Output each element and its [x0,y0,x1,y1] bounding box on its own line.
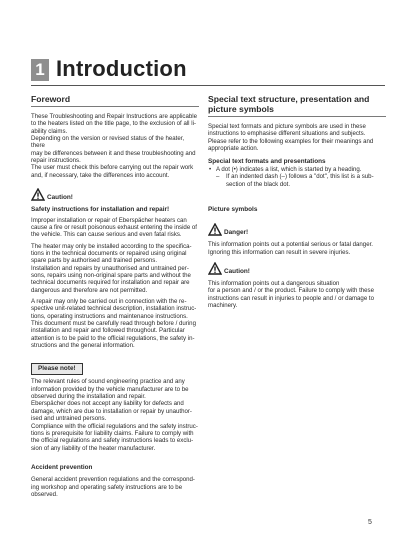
text-line: ised and untrained persons. [31,415,107,423]
text-line: instructions can result in injuries to people and / or damage to [208,294,374,302]
accident-text [31,476,199,498]
text-line: This document must be carefully read through before / during [31,320,196,328]
text-line: the vehicle. This can cause serious and even fatal risks. [31,231,182,239]
please-note-label: Please note! [31,363,83,375]
text-line: and, if necessary, take the differences into account. [31,171,170,179]
right-column [208,94,386,309]
dash-text-line1: If an indented dash (–) follows a "dot", this list is a sub- [226,173,374,181]
text-line: tions in the technical documents or repaired using original [31,249,187,257]
text-line: The relevant rules of sound engineering practice and any [31,378,185,386]
dash-example-cont [208,181,386,188]
text-line: may be differences between it and these troubleshooting and [31,149,196,157]
text-line: to the heaters listed on the title page, to the exclusion of all li- [31,120,196,128]
text-line: The heater may only be installed according to the specifica- [31,242,192,250]
chapter-header [31,58,387,84]
text-line: Compliance with the official regulations and the safety instruc- [31,422,198,430]
picture-symbols-heading: Picture symbols [208,205,258,213]
text-line: cause a fire or result poisonous exhaust entering the inside of [31,223,197,231]
text-line: tions, operating instructions and maintenance instructions. [31,312,188,320]
foreword-heading: Foreword [31,94,71,104]
text-line: Improper installation or repair of Eberspächer heaters can [31,216,187,224]
text-line: the official regulations and safety instructions leads to exclu- [31,437,194,445]
text-line: spare parts by authorised and trained persons. [31,257,158,265]
text-line: General accident prevention regulations and the correspond- [31,476,195,484]
text-line: installation and repair and followed throughout. Particular [31,327,185,335]
header-rule [31,85,385,86]
accident-heading: Accident prevention [31,463,93,471]
danger-label: Danger! [224,229,249,237]
caution-text [208,280,386,309]
text-line: These Troubleshooting and Repair Instructions are applicable [31,113,197,120]
text-line: spective unit-related technical description, installation instruc- [31,305,197,313]
caution-block [31,188,199,206]
text-line: This information points out a dangerous situation [208,280,340,288]
text-line: Please refer to the following examples for their meanings and [208,137,374,145]
caution-triangle-icon [208,262,222,275]
warning-triangle-icon [31,188,45,201]
text-line: damage, which are due to installation or repair by unauthor- [31,407,192,415]
intro-text [208,123,386,152]
left-column [31,94,199,498]
formats-heading: Special text formats and presentations [208,158,326,166]
text-line: Ignoring this information can result in severe injuries. [208,248,351,256]
safety-text [31,217,199,350]
safety-heading: Safety instructions for installation and repair! [31,206,170,214]
danger-block [208,223,386,241]
chapter-title: Introduction [56,56,187,81]
caution-symbol-label: Caution! [224,268,250,276]
dash-mark: – [216,173,220,181]
danger-text [208,241,386,256]
text-line: sion of any liability of the heater manufacturer. [31,444,156,452]
note-text [31,378,199,451]
note-block [31,363,199,375]
text-line: observed during the installation and repair. [31,393,146,401]
text-line: structions and the general information. [31,342,135,350]
symbols-section-heading-line1: Special text structure, presentation and [208,94,370,104]
text-line: Installation and repairs by unauthorised and untrained per- [31,264,189,272]
text-line: The user must check this before carrying out the repair work [31,164,194,172]
symbols-section-heading-line2: picture symbols [208,104,274,114]
bullet-example [208,166,386,173]
foreword-rule [31,106,199,107]
right-heading-rule [208,116,386,117]
bullet-text: A dot (•) indicates a list, which is started by a heading. [216,165,362,173]
foreword-text [31,113,199,179]
text-line: Special text formats and picture symbols are used in these [208,123,366,130]
text-line: repair instructions. [31,157,81,165]
text-line: Depending on the version or revised status of the heater, there [31,135,185,150]
text-line: ability claims. [31,127,68,135]
text-line: attention is to be paid to the official regulations, the safety in- [31,334,195,342]
text-line: technical documents required for installation and repair are [31,279,190,287]
dash-text-line2: section of the black dot. [226,180,291,188]
text-line: Eberspächer does not accept any liability for defects and [31,400,184,408]
text-line: A repair may only be carried out in connection with the re- [31,298,187,306]
text-line: appropriate action. [208,145,259,153]
text-line: instructions to emphasise different situations and subjects. [208,130,366,138]
dash-example [208,173,386,180]
text-line: tions is prerequisite for liability claims. Failure to comply with [31,429,194,437]
caution-symbol-block [208,262,386,280]
text-line: machinery. [208,302,238,310]
text-line: This information points out a potential serious or fatal danger. [208,241,373,249]
caution-label: Caution! [47,194,73,202]
text-line: for a person and / or the product. Failure to comply with these [208,287,374,295]
text-line: ing workshop and operating safety instructions are to be [31,483,183,491]
text-line: sons, repairs using non-original spare parts and without the [31,272,191,279]
text-line: observed. [31,491,58,499]
chapter-number: 1 [31,59,49,81]
text-line: information provided by the vehicle manufacturer are to be [31,385,189,393]
bullet-dot: • [209,165,212,173]
text-line: dangerous and therefore are not permitted. [31,286,148,294]
page-number: 5 [368,519,372,526]
danger-triangle-icon [208,223,222,236]
